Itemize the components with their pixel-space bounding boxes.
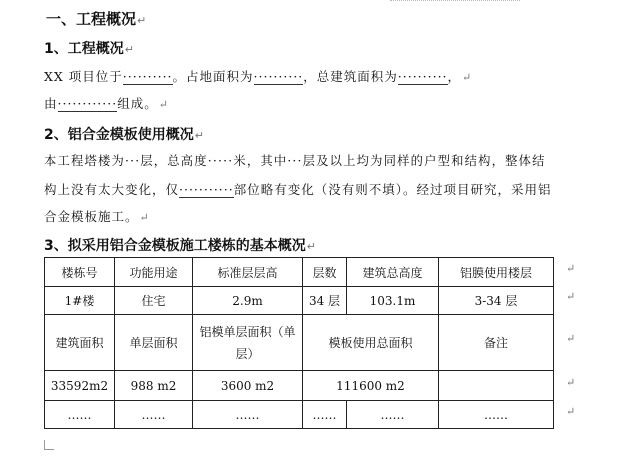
table-header-row [45, 315, 554, 371]
row-end-mark: ↵ [566, 376, 576, 389]
table-cell: …… [439, 401, 554, 429]
margin-corner-mark [44, 440, 54, 450]
table-header-cell: 建筑总高度 [347, 258, 439, 287]
table-cell: …… [45, 401, 115, 429]
table-cell: 988 m2 [115, 371, 193, 401]
section2-title-text: 2、铝合金模板使用概况 [44, 127, 194, 143]
table-cell: …… [193, 401, 303, 429]
table-header-cell: 标准层层高 [193, 258, 303, 287]
table-cell: 111600 m2 [303, 371, 439, 401]
table-cell [439, 371, 554, 401]
table-header-cell: 单层面积 [115, 315, 193, 371]
text: 部位略有变化（没有则不填）。经过项目研究，采用铝 [233, 182, 552, 197]
table-header-cell: 铝模单层面积（单层） [193, 315, 303, 371]
blank-land-area: ·········· [253, 69, 304, 84]
text: XX 项目位于 [44, 69, 123, 84]
table-cell: 3-34 层 [439, 287, 554, 315]
paragraph-mark: ↵ [306, 240, 316, 253]
blank-composition: ············ [57, 96, 118, 111]
table-header-cell: 功能用途 [115, 258, 193, 287]
table-header-row [45, 258, 554, 287]
blank-changed-parts: ··········· [179, 182, 234, 197]
table-header-cell: 模板使用总面积 [303, 315, 439, 371]
page-heading [46, 8, 146, 29]
table-cell: 住宅 [115, 287, 193, 315]
table-header-cell: 楼栋号 [45, 258, 115, 287]
table-header-cell: 备注 [439, 315, 554, 371]
row-end-mark: ↵ [566, 262, 576, 275]
text: ，总建筑面积为 [303, 69, 398, 84]
paragraph-mark: ↵ [158, 98, 169, 111]
text: 本工程塔楼为···层，总高度·····米，其中···层及以上均为同样的户型和结构，整体结 [44, 154, 546, 168]
paragraph-mark: ↵ [194, 129, 204, 142]
section2-line3 [44, 207, 150, 225]
section2-line2 [44, 180, 552, 198]
text: 。占地面积为 [172, 69, 254, 84]
table-cell: …… [303, 401, 347, 429]
text: ， [447, 69, 462, 84]
table-cell: 2.9m [193, 287, 303, 315]
heading-text: 一、工程概况 [46, 10, 137, 28]
section2-line1 [44, 151, 546, 169]
row-end-mark: ↵ [566, 405, 576, 418]
table-cell: …… [115, 401, 193, 429]
text: 组成。 [117, 96, 158, 111]
table-row [45, 401, 554, 429]
section2-title [44, 124, 204, 144]
section3-title-text: 3、拟采用铝合金模板施工楼栋的基本概况 [44, 238, 306, 254]
section1-line2 [44, 94, 169, 112]
table-cell: …… [347, 401, 439, 429]
table-cell: 103.1m [347, 287, 439, 315]
table-header-cell: 铝膜使用楼层 [439, 258, 554, 287]
paragraph-mark: ↵ [137, 14, 147, 27]
table-row [45, 371, 554, 401]
text: 由 [44, 96, 58, 111]
paragraph-mark: ↵ [462, 71, 473, 84]
blank-building-area: ·········· [397, 69, 448, 84]
blank-location: ·········· [122, 69, 173, 84]
table-cell: 34 层 [303, 287, 347, 315]
top-rule [390, 0, 520, 3]
table-row [45, 287, 554, 315]
paragraph-mark: ↵ [124, 43, 134, 56]
text: 合金模板施工。 [44, 209, 139, 224]
table-cell: 1#楼 [45, 287, 115, 315]
section1-line1 [44, 67, 472, 85]
text: 构上没有太大变化，仅 [44, 182, 180, 197]
row-end-mark: ↵ [566, 332, 576, 345]
table-header-cell: 建筑面积 [45, 315, 115, 371]
building-table [44, 257, 554, 429]
section1-title [44, 38, 134, 58]
table-cell: 33592m2 [45, 371, 115, 401]
table-header-cell: 层数 [303, 258, 347, 287]
section1-title-text: 1、工程概况 [44, 41, 124, 57]
row-end-mark: ↵ [566, 290, 576, 303]
table-cell: 3600 m2 [193, 371, 303, 401]
paragraph-mark: ↵ [139, 211, 150, 224]
section3-title [44, 235, 316, 255]
